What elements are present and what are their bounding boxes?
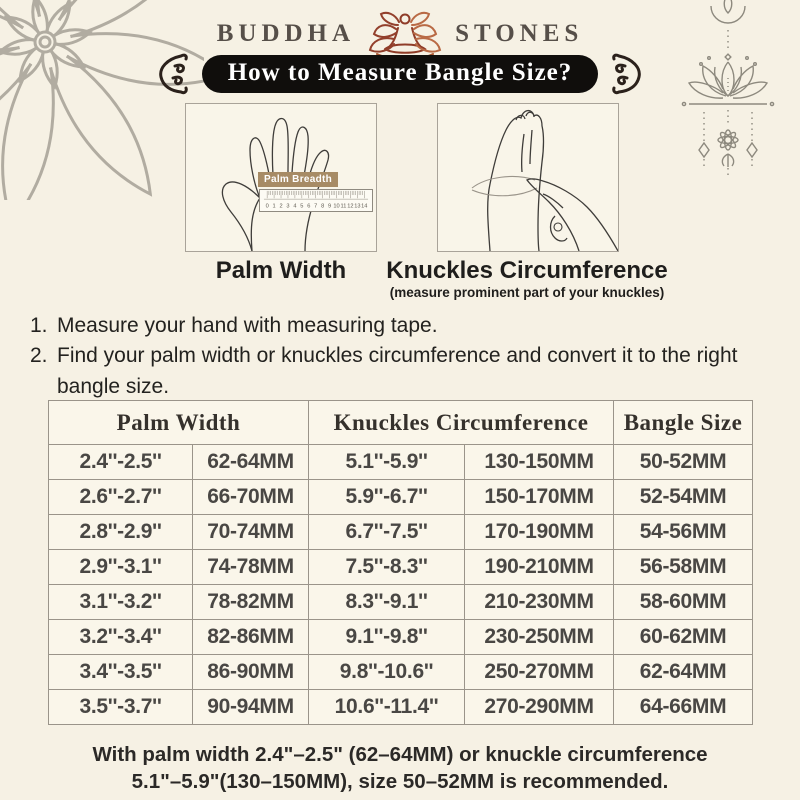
table-cell: 62-64MM <box>193 445 309 480</box>
ruler-number: 5 <box>300 203 304 210</box>
table-cell: 90-94MM <box>193 690 309 725</box>
instruction-text: Find your palm width or knuckles circumference and convert it to the right bangle size. <box>57 344 738 398</box>
table-cell: 64-66MM <box>614 690 753 725</box>
header-palm-width: Palm Width <box>49 401 309 445</box>
page-title: How to Measure Bangle Size? <box>202 55 599 93</box>
table-cell: 70-74MM <box>193 515 309 550</box>
table-cell: 82-86MM <box>193 620 309 655</box>
instructions-list <box>30 311 778 402</box>
table-row <box>49 620 753 655</box>
table-row <box>49 515 753 550</box>
recommendation-line-1: With palm width 2.4"–2.5" (62–64MM) or knuckle circumference <box>92 743 708 766</box>
table-cell: 66-70MM <box>193 480 309 515</box>
table-cell: 7.5''-8.3'' <box>309 550 465 585</box>
table-cell: 8.3''-9.1'' <box>309 585 465 620</box>
ruler-number: 3 <box>286 203 290 210</box>
table-cell: 86-90MM <box>193 655 309 690</box>
table-row <box>49 655 753 690</box>
table-cell: 58-60MM <box>614 585 753 620</box>
table-cell: 2.6''-2.7'' <box>49 480 193 515</box>
table-cell: 9.1''-9.8'' <box>309 620 465 655</box>
ruler-number: 11 <box>340 203 347 210</box>
ruler-number: 2 <box>279 203 283 210</box>
table-cell: 150-170MM <box>465 480 614 515</box>
knuckles-caption <box>377 257 677 300</box>
table-cell: 190-210MM <box>465 550 614 585</box>
title-banner-row <box>0 54 800 94</box>
table-cell: 270-290MM <box>465 690 614 725</box>
header-bangle-size: Bangle Size <box>614 401 753 445</box>
table-header-row <box>49 401 753 445</box>
ruler-number: 0 <box>265 203 269 210</box>
table-cell: 3.1''-3.2'' <box>49 585 193 620</box>
ruler <box>259 189 373 212</box>
ruler-number: 6 <box>307 203 311 210</box>
palm-width-illustration <box>185 103 377 252</box>
table-cell: 250-270MM <box>465 655 614 690</box>
ruler-number: 9 <box>328 203 332 210</box>
ruler-number: 12 <box>347 203 354 210</box>
flourish-right-icon <box>611 53 645 95</box>
brand-lotus-icon <box>367 9 443 59</box>
ruler-number: 14 <box>361 203 368 210</box>
ruler-number: 10 <box>333 203 340 210</box>
table-cell: 74-78MM <box>193 550 309 585</box>
table-cell: 2.9''-3.1'' <box>49 550 193 585</box>
table-cell: 2.4''-2.5'' <box>49 445 193 480</box>
table-cell: 2.8''-2.9'' <box>49 515 193 550</box>
brand-logo <box>0 8 800 60</box>
ruler-number: 4 <box>293 203 297 210</box>
brand-name-left: BUDDHA <box>216 20 356 47</box>
knuckles-illustration <box>437 103 619 252</box>
table-cell: 3.5''-3.7'' <box>49 690 193 725</box>
table-cell: 3.2''-3.4'' <box>49 620 193 655</box>
table-cell: 5.1''-5.9'' <box>309 445 465 480</box>
table-cell: 56-58MM <box>614 550 753 585</box>
ruler-number: 13 <box>354 203 361 210</box>
table-cell: 5.9''-6.7'' <box>309 480 465 515</box>
table-row <box>49 690 753 725</box>
table-row <box>49 550 753 585</box>
ruler-number: 1 <box>272 203 276 210</box>
instruction-text: Measure your hand with measuring tape. <box>57 314 438 337</box>
palm-width-caption-text: Palm Width <box>215 257 347 284</box>
table-cell: 10.6''-11.4'' <box>309 690 465 725</box>
recommendation-line-2: 5.1"–5.9"(130–150MM), size 50–52MM is recommended. <box>131 769 669 793</box>
palm-breadth-tag: Palm Breadth <box>258 172 338 187</box>
flourish-left-icon <box>155 53 189 95</box>
table-row <box>49 585 753 620</box>
knuckles-caption-subtext: (measure prominent part of your knuckles) <box>389 285 665 300</box>
size-table-body <box>49 445 753 725</box>
palm-width-caption <box>165 257 397 285</box>
recommendation-note <box>0 742 800 795</box>
table-cell: 78-82MM <box>193 585 309 620</box>
table-row <box>49 480 753 515</box>
instruction-step-2 <box>30 341 778 402</box>
ruler-number: 8 <box>321 203 325 210</box>
table-cell: 130-150MM <box>465 445 614 480</box>
table-row <box>49 445 753 480</box>
brand-name-right: STONES <box>455 20 584 47</box>
table-cell: 54-56MM <box>614 515 753 550</box>
table-cell: 3.4''-3.5'' <box>49 655 193 690</box>
table-cell: 52-54MM <box>614 480 753 515</box>
table-cell: 6.7''-7.5'' <box>309 515 465 550</box>
table-cell: 170-190MM <box>465 515 614 550</box>
table-cell: 50-52MM <box>614 445 753 480</box>
instruction-step-1 <box>30 311 778 341</box>
instruction-number: 1. <box>30 314 48 337</box>
table-cell: 210-230MM <box>465 585 614 620</box>
knuckles-hands-drawing-icon <box>438 104 618 251</box>
table-cell: 62-64MM <box>614 655 753 690</box>
header-knuckles-circumference: Knuckles Circumference <box>309 401 614 445</box>
ruler-number: 7 <box>314 203 318 210</box>
knuckles-caption-text: Knuckles Circumference <box>386 257 668 284</box>
size-conversion-table <box>48 400 753 725</box>
table-cell: 9.8''-10.6'' <box>309 655 465 690</box>
table-cell: 230-250MM <box>465 620 614 655</box>
table-cell: 60-62MM <box>614 620 753 655</box>
instruction-number: 2. <box>30 344 48 368</box>
